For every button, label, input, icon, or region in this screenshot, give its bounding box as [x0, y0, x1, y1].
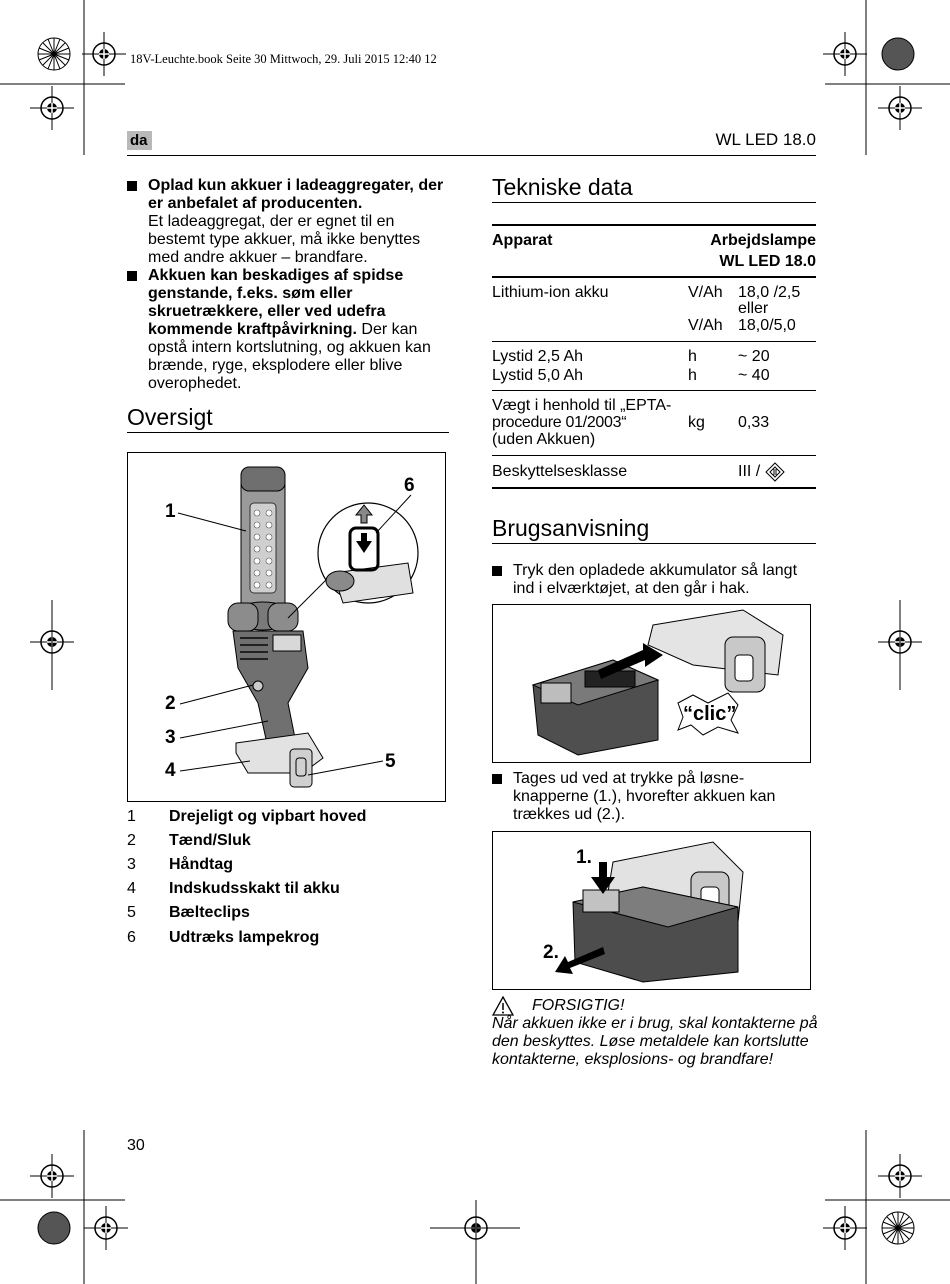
legend-number: 5	[127, 904, 136, 921]
table-head-model: WL LED 18.0	[719, 253, 816, 270]
li-ion-value-1: 18,0 /2,5	[738, 284, 801, 301]
protection-class-label: Beskyttelsesklasse	[492, 463, 628, 480]
table-bottom-rule	[492, 487, 816, 489]
runtime-1-unit: h	[688, 348, 697, 365]
li-ion-unit-2: V/Ah	[688, 317, 723, 334]
legend-text: Indskudsskakt til akku	[169, 880, 340, 897]
insert-battery-figure	[492, 604, 811, 763]
header-rule	[127, 155, 816, 156]
overview-heading: Oversigt	[127, 404, 449, 433]
legend-text: Tænd/Sluk	[169, 832, 251, 849]
battery-insert-illustration	[493, 605, 810, 762]
usage-bullet-1	[492, 562, 816, 598]
weight-value: 0,33	[738, 414, 770, 431]
li-ion-unit-1: V/Ah	[688, 284, 723, 301]
callout-6: 6	[404, 475, 415, 496]
tech-data-heading: Tekniske data	[492, 174, 816, 203]
legend-text: Bælteclips	[169, 904, 250, 921]
bullet-bold-text: Oplad kun akkuer i ladeaggregater, der er anbefalet af producenten.	[148, 177, 444, 212]
runtime-1-value: ~ 20	[738, 348, 770, 365]
step-1-label: 1.	[576, 847, 592, 868]
callout-3: 3	[165, 727, 176, 748]
runtime-2-value: ~ 40	[738, 367, 770, 384]
callout-4: 4	[165, 760, 176, 781]
weight-label-line2: procedure 01/2003“	[492, 414, 627, 431]
legend-text: Udtræks lampekrog	[169, 929, 320, 946]
step-2-label: 2.	[543, 942, 559, 963]
callout-1: 1	[165, 501, 176, 522]
remove-battery-figure	[492, 831, 811, 990]
legend-text: Drejeligt og vipbart hoved	[169, 808, 367, 825]
bullet-item: Tryk den opladede akkumulator så langt ind i elværktøjet, at den går i hak.	[492, 562, 816, 598]
header-model-name: WL LED 18.0	[715, 130, 816, 149]
caution-title: FORSIGTIG!	[532, 997, 625, 1014]
table-rule	[492, 390, 816, 391]
overview-figure	[127, 452, 446, 802]
bullet-bold-text: Akkuen kan beskadiges af spidse genstande, f.eks. søm eller skruetrækkere, eller ved udefra kommende kraftpåvirkning.	[148, 267, 404, 338]
bullet-item	[127, 267, 449, 393]
weight-label-line3: (uden Akkuen)	[492, 431, 596, 448]
li-ion-label: Lithium-ion akku	[492, 284, 609, 301]
runtime-1-label: Lystid 2,5 Ah	[492, 348, 584, 365]
callout-5: 5	[385, 751, 396, 772]
warning-triangle-icon	[492, 996, 514, 1016]
table-top-rule	[492, 224, 816, 226]
print-slug-line: 18V-Leuchte.book Seite 30 Mittwoch, 29. Juli 2015 12:40 12	[130, 52, 437, 66]
caution-box	[492, 997, 822, 1069]
caution-text: Når akkuen ikke er i brug, skal kontakterne på den beskyttes. Løse metaldele kan kortslutte kontakterne, eksplosions- og brandfare!	[492, 1015, 818, 1068]
runtime-2-unit: h	[688, 367, 697, 384]
usage-bullet-2	[492, 770, 816, 824]
li-ion-value-2: 18,0/5,0	[738, 317, 796, 334]
safety-bullets	[127, 177, 449, 393]
legend-number: 3	[127, 856, 136, 873]
table-head-product: Arbejdslampe	[710, 232, 816, 249]
legend-number: 6	[127, 929, 136, 946]
li-ion-or: eller	[738, 300, 769, 317]
weight-label-line1: Vægt i henhold til „EPTA-	[492, 397, 672, 414]
bullet-text: Et ladeaggregat, der er egnet til en bestemt type akkuer, må ikke benyttes med andre akkuer – brandfare.	[148, 213, 421, 266]
language-badge: da	[127, 131, 152, 150]
bullet-item: Tages ud ved at trykke på løsne-knapperne (1.), hvorefter akkuen kan trækkes ud (2.).	[492, 770, 816, 824]
table-rule	[492, 341, 816, 342]
clic-label: “clic”	[683, 703, 737, 725]
weight-unit: kg	[688, 414, 705, 431]
legend-number: 2	[127, 832, 136, 849]
table-head-apparat: Apparat	[492, 232, 553, 249]
bullet-item	[127, 177, 449, 267]
battery-remove-illustration	[493, 832, 810, 989]
usage-heading: Brugsanvisning	[492, 515, 816, 544]
legend-number: 1	[127, 808, 136, 825]
legend-number: 4	[127, 880, 136, 897]
table-rule	[492, 455, 816, 456]
protection-class-icon	[765, 462, 785, 482]
bullet-text: Der kan opstå intern kortslutning, og akkuen kan brænde, ryge, eksplodere eller blive overophedet.	[148, 321, 431, 392]
table-head-rule	[492, 276, 816, 278]
page-number: 30	[127, 1137, 145, 1154]
runtime-2-label: Lystid 5,0 Ah	[492, 367, 584, 384]
legend-text: Håndtag	[169, 856, 233, 873]
protection-class-value: III /	[738, 463, 761, 480]
callout-2: 2	[165, 693, 176, 714]
